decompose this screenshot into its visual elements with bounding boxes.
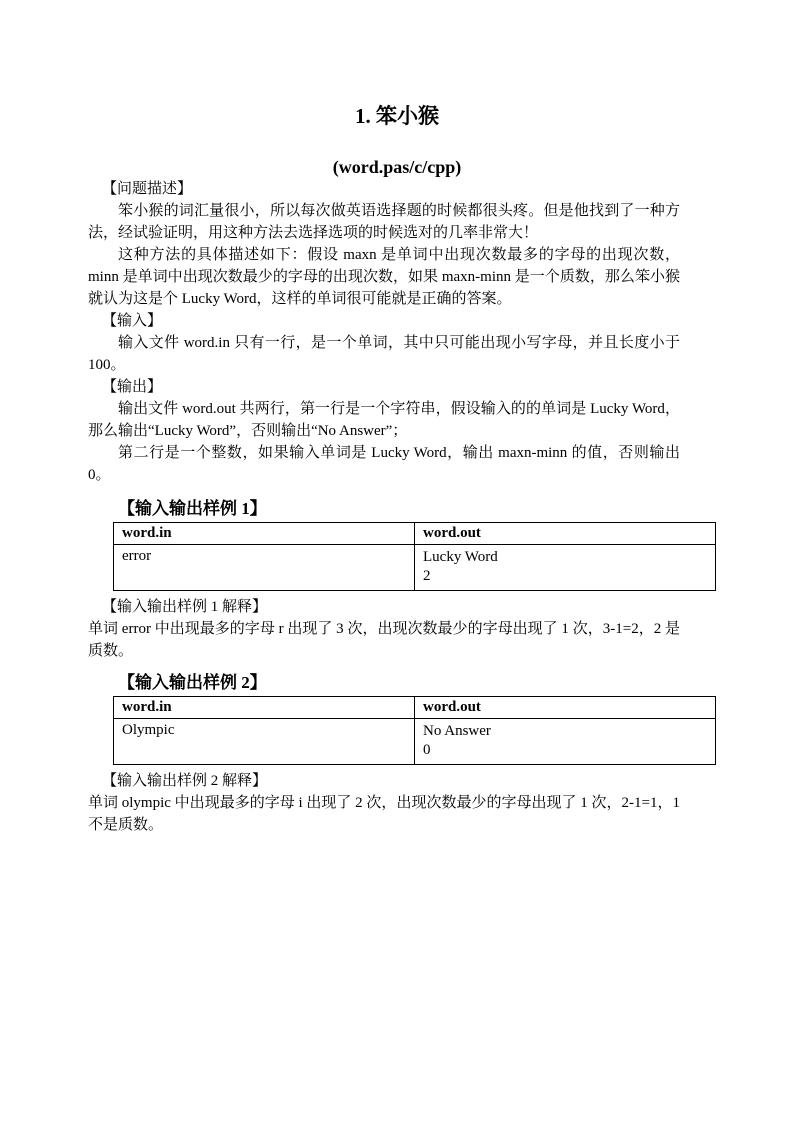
sample-1-table — [113, 522, 716, 591]
section-heading-input: 【输入】 — [102, 313, 163, 329]
page-title: 1. 笨小猴 — [355, 104, 439, 128]
output-paragraph-2: 第二行是一个整数，如果输入单词是 Lucky Word，输出 maxn-minn 的值，否则输出 0。 — [88, 445, 680, 483]
section-heading-problem-description: 【问题描述】 — [102, 181, 193, 197]
sample-2-input-cell: Olympic — [114, 719, 415, 765]
section-heading-output: 【输出】 — [102, 379, 163, 395]
table-header-row — [114, 697, 716, 719]
sample-1-heading: 【输入输出样例 1】 — [118, 499, 267, 518]
sample-2-output-line-1: No Answer — [423, 723, 491, 739]
filename-subtitle: (word.pas/c/cpp) — [332, 157, 462, 177]
sample-1-explanation-heading: 【输入输出样例 1 解释】 — [102, 599, 268, 615]
table-row — [114, 545, 716, 591]
table-row — [114, 719, 716, 765]
sample-2-table — [113, 696, 716, 765]
table-header-row — [114, 523, 716, 545]
sample-2-output-cell — [415, 719, 716, 765]
column-header-word-out: word.out — [415, 523, 716, 545]
problem-paragraph-2: 这种方法的具体描述如下：假设 maxn 是单词中出现次数最多的字母的出现次数，minn 是单词中出现次数最少的字母的出现次数，如果 maxn-minn 是一个质数，那么笨小猴就认为这是个 Lucky Word，这样的单词很可能就是正确的答案。 — [88, 247, 680, 307]
column-header-word-in: word.in — [114, 523, 415, 545]
problem-paragraph-1: 笨小猴的词汇量很小，所以每次做英语选择题的时候都很头疼。但是他找到了一种方法，经试验证明，用这种方法去选择选项的时候选对的几率非常大！ — [88, 203, 680, 241]
sample-1-explanation-text: 单词 error 中出现最多的字母 r 出现了 3 次，出现次数最少的字母出现了 1 次，3-1=2，2 是质数。 — [88, 621, 680, 659]
column-header-word-in: word.in — [114, 697, 415, 719]
sample-1-output-line-2: 2 — [423, 568, 431, 584]
column-header-word-out: word.out — [415, 697, 716, 719]
sample-1-output-cell — [415, 545, 716, 591]
output-paragraph-1: 输出文件 word.out 共两行，第一行是一个字符串，假设输入的的单词是 Lucky Word，那么输出“Lucky Word”，否则输出“No Answer”； — [88, 401, 680, 439]
input-paragraph: 输入文件 word.in 只有一行，是一个单词，其中只可能出现小写字母，并且长度小于 100。 — [88, 335, 680, 373]
sample-2-output-line-2: 0 — [423, 742, 431, 758]
sample-2-heading: 【输入输出样例 2】 — [118, 673, 267, 692]
sample-1-output-line-1: Lucky Word — [423, 549, 498, 565]
sample-1-input-cell: error — [114, 545, 415, 591]
sample-2-explanation-text: 单词 olympic 中出现最多的字母 i 出现了 2 次，出现次数最少的字母出现了 1 次，2-1=1，1 不是质数。 — [88, 795, 680, 833]
sample-2-explanation-heading: 【输入输出样例 2 解释】 — [102, 773, 268, 789]
